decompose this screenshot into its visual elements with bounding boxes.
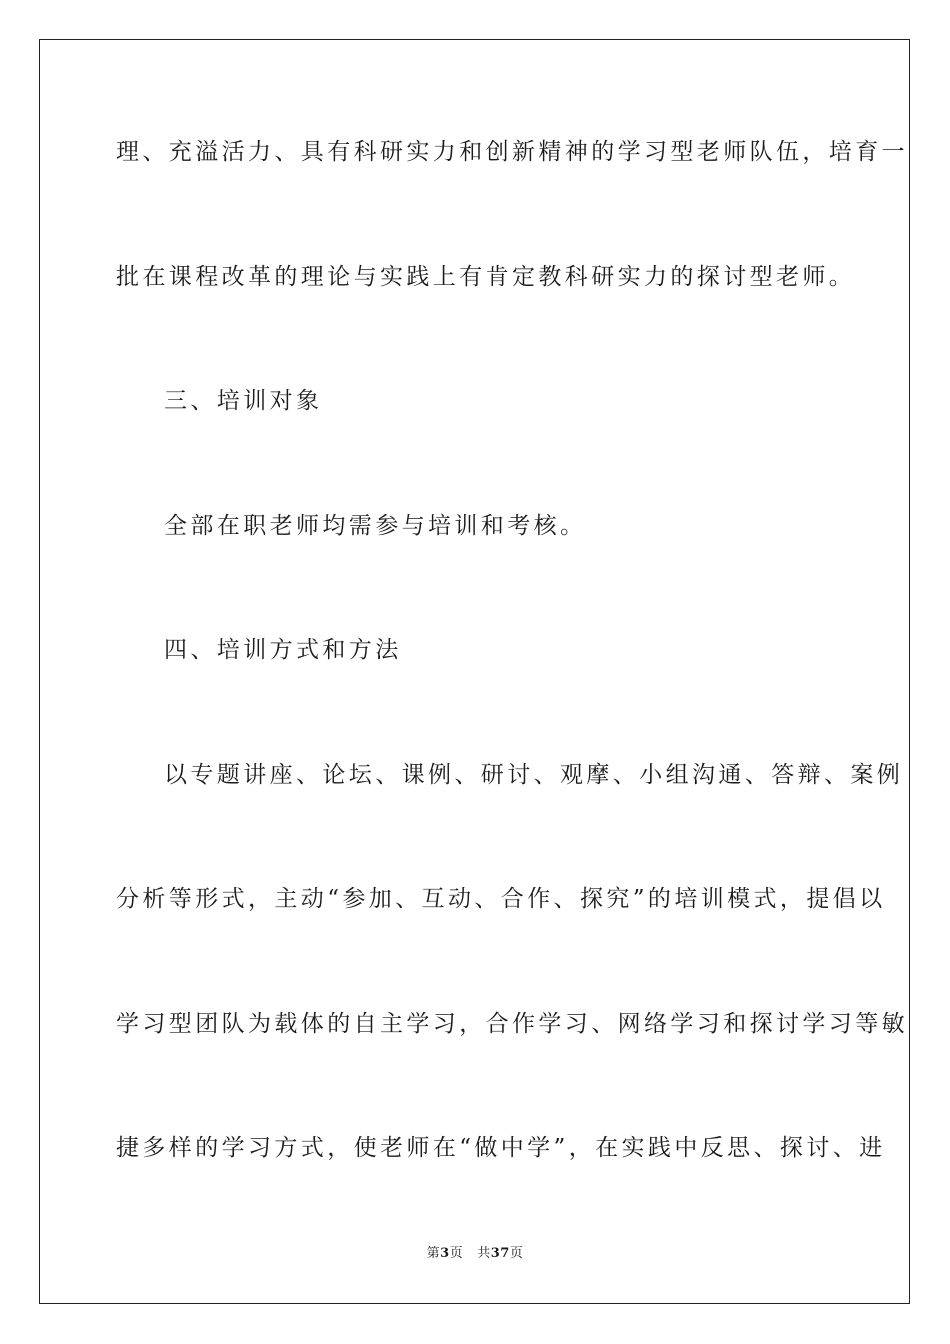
page-border (39, 39, 910, 1304)
body-text-line: 以专题讲座、论坛、课例、研讨、观摩、小组沟通、答辩、案例 (164, 762, 904, 788)
footer-total-suffix: 页 (509, 1246, 524, 1261)
footer-page-suffix: 页 (449, 1246, 464, 1261)
body-text-line: 批在课程改革的理论与实践上有肯定教科研实力的探讨型老师。 (116, 264, 856, 290)
footer-page-number: 3 (440, 1246, 450, 1261)
body-text-line: 理、充溢活力、具有科研实力和创新精神的学习型老师队伍，培育一 (116, 139, 908, 165)
body-text-line: 分析等形式，主动“参加、互动、合作、探究”的培训模式，提倡以 (116, 886, 886, 912)
footer-page-prefix: 第 (426, 1246, 441, 1261)
body-text-line: 学习型团队为载体的自主学习，合作学习、网络学习和探讨学习等敏 (116, 1011, 908, 1037)
body-text-line: 全部在职老师均需参与培训和考核。 (164, 513, 587, 539)
footer-total-prefix: 共 (477, 1246, 491, 1261)
section-heading: 三、培训对象 (164, 388, 323, 414)
footer-total-number: 37 (490, 1246, 510, 1261)
body-text-line: 捷多样的学习方式，使老师在“做中学”，在实践中反思、探讨、进 (116, 1135, 886, 1161)
page-footer (0, 1246, 950, 1262)
section-heading: 四、培训方式和方法 (164, 637, 402, 663)
